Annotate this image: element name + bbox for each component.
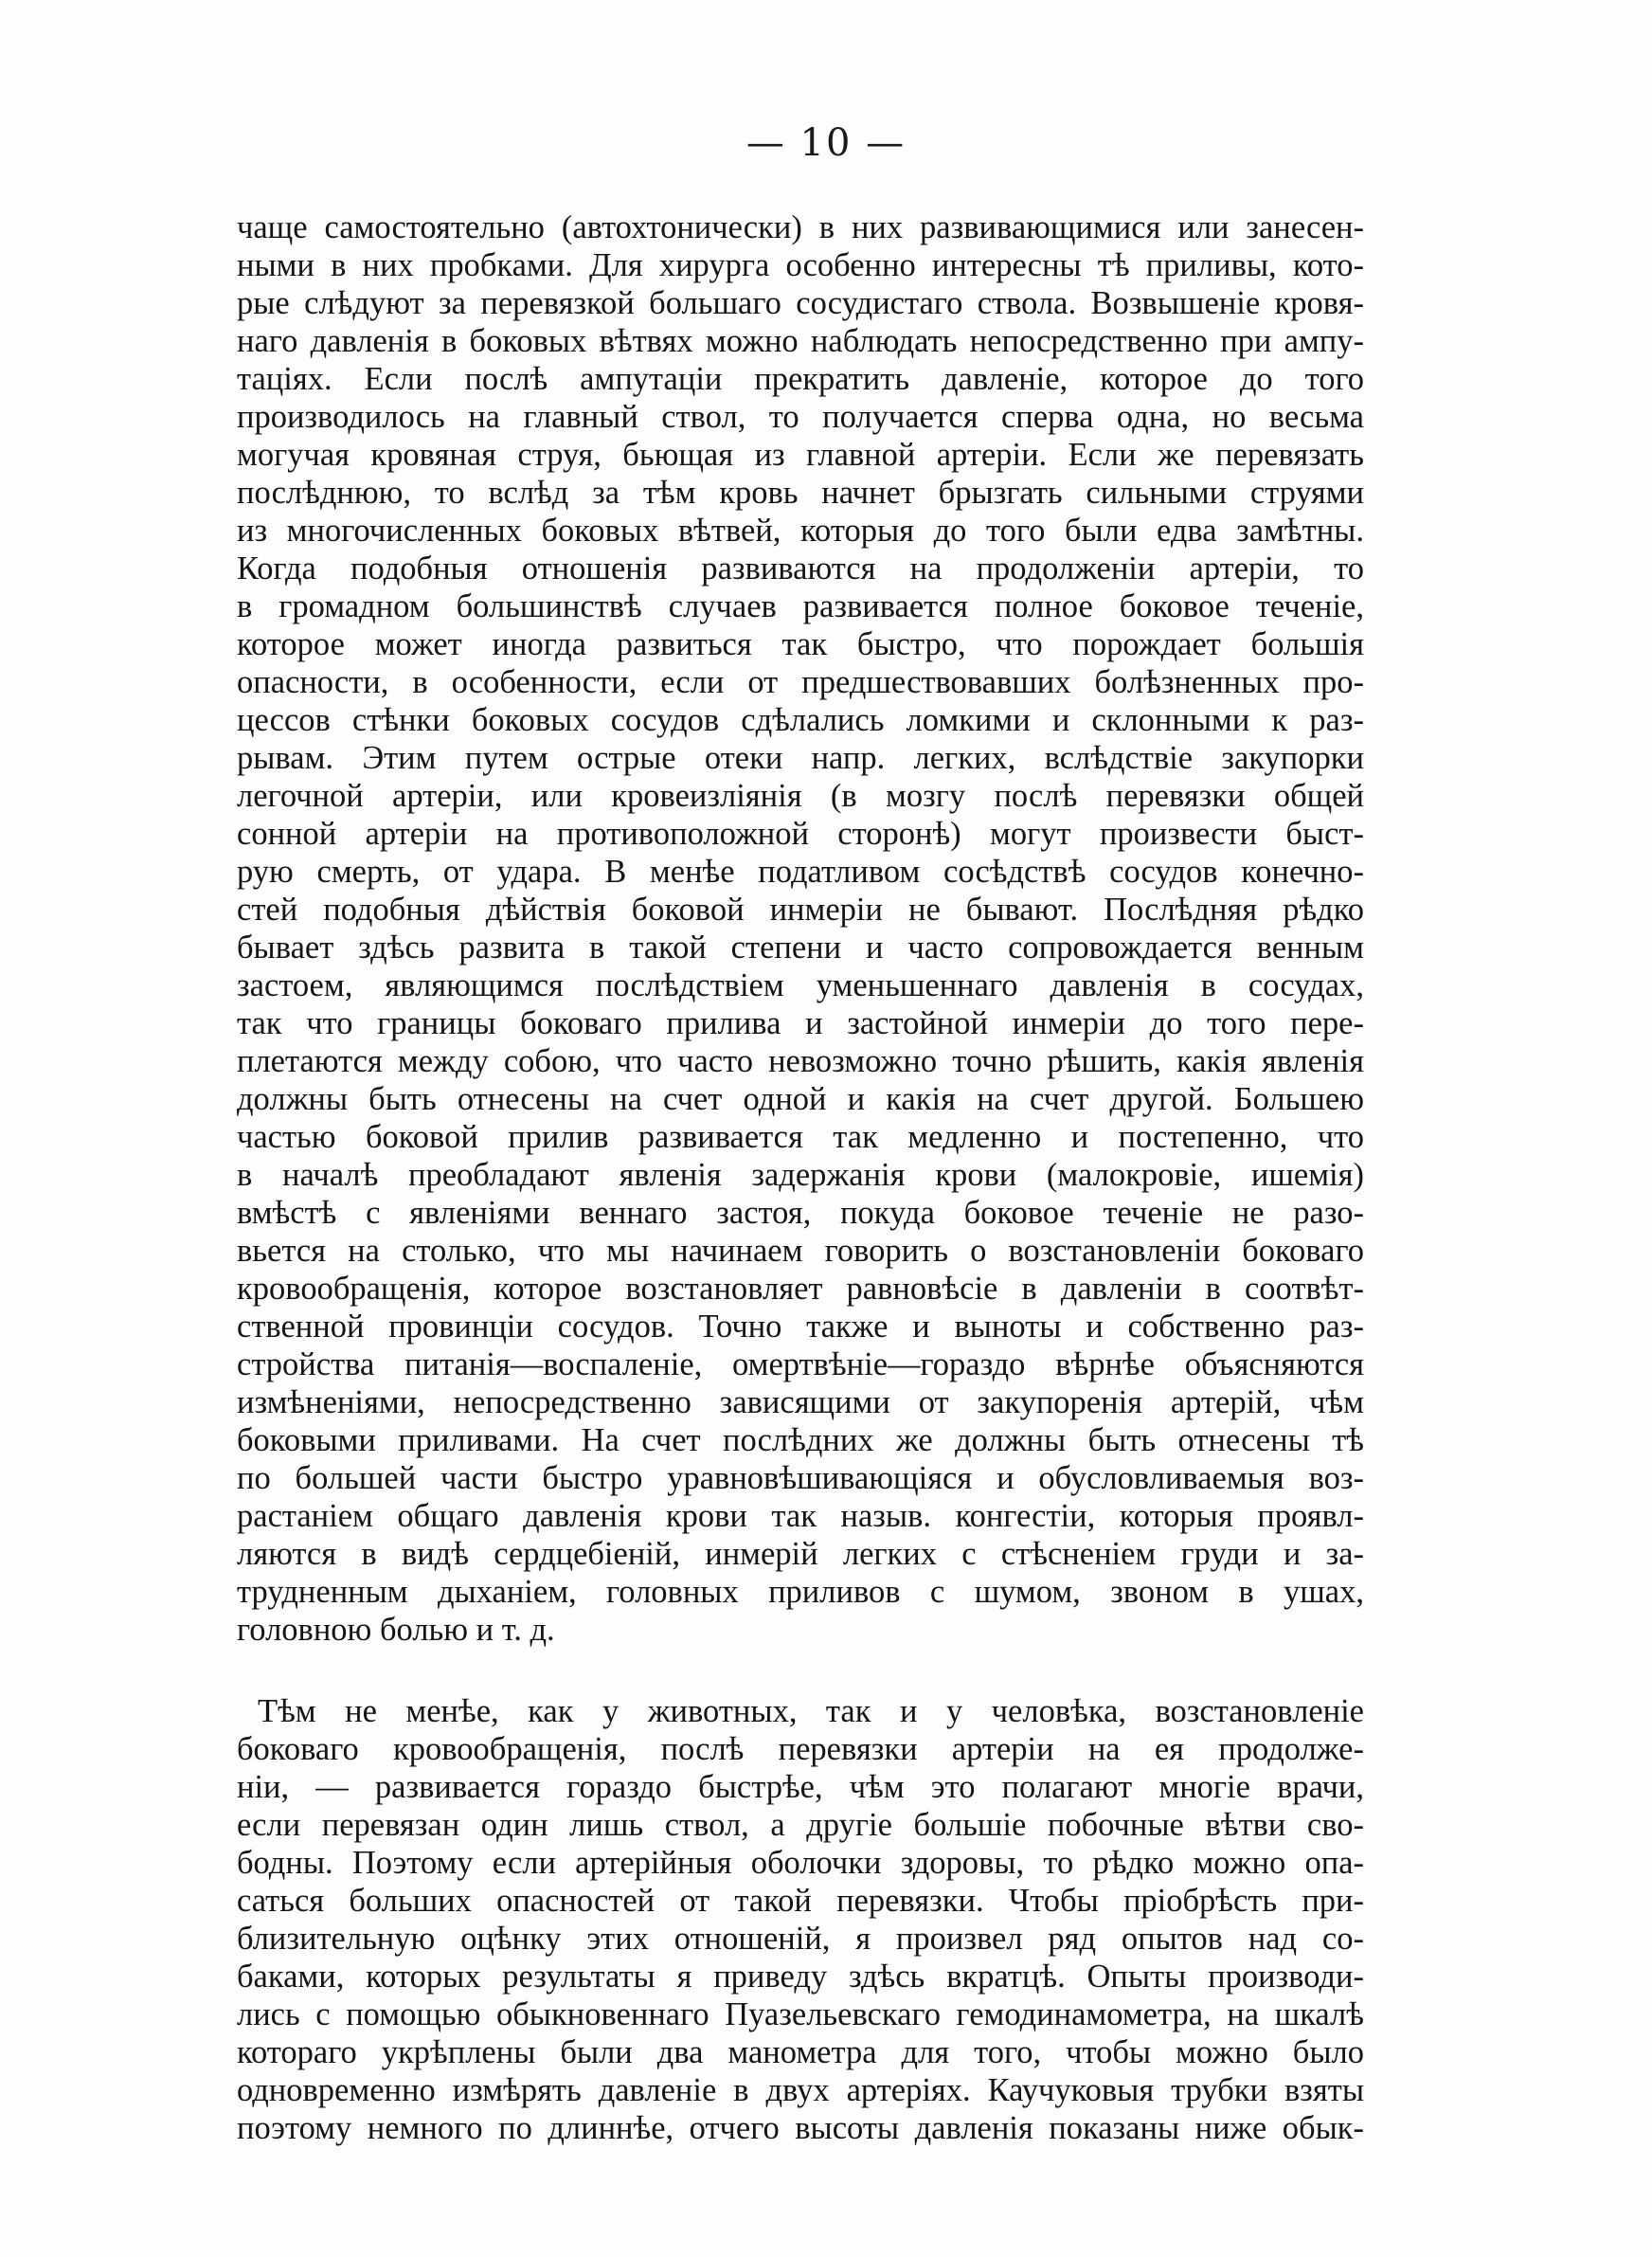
text-line: баками, которых результаты я приведу здѣсь вкратцѣ. Опыты производи- <box>237 1959 1364 1995</box>
text-line: вьется на столько, что мы начинаем говорить о возстановленіи боковаго <box>237 1233 1364 1269</box>
text-line: плетаются между собою, что часто невозможно точно рѣшить, какія явленія <box>237 1043 1364 1079</box>
text-line: таціях. Если послѣ ампутаціи прекратить давленіе, которое до того <box>237 361 1364 397</box>
text-line: из многочисленных боковых вѣтвей, которыя до того были едва замѣтны. <box>237 513 1364 549</box>
text-line: боковыми приливами. На счет послѣдних же должны быть отнесены тѣ <box>237 1422 1364 1458</box>
text-line: в громадном большинствѣ случаев развивается полное боковое теченіе, <box>237 588 1364 624</box>
text-line: сонной артеріи на противоположной сторонѣ) могут произвести быст- <box>237 816 1364 852</box>
text-line: боковаго кровообращенія, послѣ перевязки артеріи на ея продолже- <box>237 1731 1364 1767</box>
text-line: ственной провинціи сосудов. Точно также и выноты и собственно раз- <box>237 1309 1364 1345</box>
text-line: так что границы боковаго прилива и застойной инмеріи до того пере- <box>237 1005 1364 1041</box>
text-line: ляются в видѣ сердцебіеній, инмерій легких с стѣсненіем груди и за- <box>237 1536 1364 1572</box>
text-line: которое может иногда развиться так быстро, что порождает большія <box>237 626 1364 662</box>
text-line: одновременно измѣрять давленіе в двух артеріях. Каучуковыя трубки взяты <box>237 2072 1364 2108</box>
text-line: стей подобныя дѣйствія боковой инмеріи не бывают. Послѣдняя рѣдко <box>237 892 1364 928</box>
text-line: стройства питанія—воспаленіе, омертвѣніе—гораздо вѣрнѣе объясняются <box>237 1346 1364 1382</box>
text-line: Тѣм не менѣе, как у животных, так и у человѣка, возстановленіе <box>258 1693 1364 1729</box>
text-line: близительную оцѣнку этих отношеній, я произвел ряд опытов над со- <box>237 1921 1364 1957</box>
text-line: легочной артеріи, или кровеизліянія (в мозгу послѣ перевязки общей <box>237 778 1364 814</box>
paragraph-2 <box>237 1692 1364 2147</box>
text-line: если перевязан один лишь ствол, а другіе большіе побочные вѣтви сво- <box>237 1807 1364 1843</box>
paragraph-1 <box>237 208 1364 1649</box>
text-line: чаще самостоятельно (автохтонически) в них развивающимися или занесен- <box>237 209 1364 245</box>
text-line: кровообращенія, которое возстановляет равновѣсіе в давленіи в соотвѣт- <box>237 1271 1364 1307</box>
text-line: саться больших опасностей от такой перевязки. Чтобы пріобрѣсть при- <box>237 1883 1364 1919</box>
text-line: застоем, являющимся послѣдствіем уменьшеннаго давленія в сосудах, <box>237 967 1364 1003</box>
text-line: котораго укрѣплены были два манометра для того, чтобы можно было <box>237 2034 1364 2070</box>
text-line: измѣненіями, непосредственно зависящими от закупоренія артерій, чѣм <box>237 1384 1364 1420</box>
text-line: вмѣстѣ с явленіями веннаго застоя, покуда боковое теченіе не разо- <box>237 1195 1364 1231</box>
text-line: в началѣ преобладают явленія задержанія крови (малокровіе, ишемія) <box>237 1157 1364 1193</box>
text-line: цессов стѣнки боковых сосудов сдѣлались ломкими и склонными к раз- <box>237 702 1364 738</box>
text-line: наго давленія в боковых вѣтвях можно наблюдать непосредственно при ампу- <box>237 323 1364 359</box>
text-line: трудненным дыханіем, головных приливов с шумом, звоном в ушах, <box>237 1574 1364 1610</box>
text-line: послѣднюю, то вслѣд за тѣм кровь начнет брызгать сильными струями <box>237 475 1364 511</box>
page-number: — 10 — <box>745 121 907 165</box>
text-line: по большей части быстро уравновѣшивающіяся и обусловливаемыя воз- <box>237 1460 1364 1496</box>
text-line: рую смерть, от удара. В менѣе податливом сосѣдствѣ сосудов конечно- <box>237 854 1364 890</box>
text-line: частью боковой прилив развивается так медленно и постепенно, что <box>237 1119 1364 1155</box>
text-line: растаніем общаго давленія крови так назыв. конгестіи, которыя проявл- <box>237 1498 1364 1534</box>
text-line: ніи, — развивается гораздо быстрѣе, чѣм это полагают многіе врачи, <box>237 1769 1364 1805</box>
text-line: лись с помощью обыкновеннаго Пуазельевскаго гемодинамометра, на шкалѣ <box>237 1996 1364 2032</box>
text-line: опасности, в особенности, если от предшествовавших болѣзненных про- <box>237 664 1364 700</box>
text-line: рывам. Этим путем острые отеки напр. легких, вслѣдствіе закупорки <box>237 740 1364 776</box>
text-line: рые слѣдуют за перевязкой большаго сосудистаго ствола. Возвышеніе кровя- <box>237 285 1364 321</box>
text-line: производилось на главный ствол, то получается сперва одна, но весьма <box>237 399 1364 435</box>
text-line: Когда подобныя отношенія развиваются на продолженіи артеріи, то <box>237 551 1364 587</box>
text-line: поэтому немного по длиннѣе, отчего высоты давленія показаны ниже обык- <box>237 2110 1364 2146</box>
text-line: могучая кровяная струя, бьющая из главной артеріи. Если же перевязать <box>237 437 1364 473</box>
text-line: должны быть отнесены на счет одной и какія на счет другой. Большею <box>237 1081 1364 1117</box>
text-line: бывает здѣсь развита в такой степени и часто сопровождается венным <box>237 930 1364 966</box>
text-line: бодны. Поэтому если артерійныя оболочки здоровы, то рѣдко можно опа- <box>237 1845 1364 1881</box>
text-line: ными в них пробками. Для хирурга особенно интересны тѣ приливы, кото- <box>237 247 1364 283</box>
text-line: головною болью и т. д. <box>237 1612 555 1648</box>
